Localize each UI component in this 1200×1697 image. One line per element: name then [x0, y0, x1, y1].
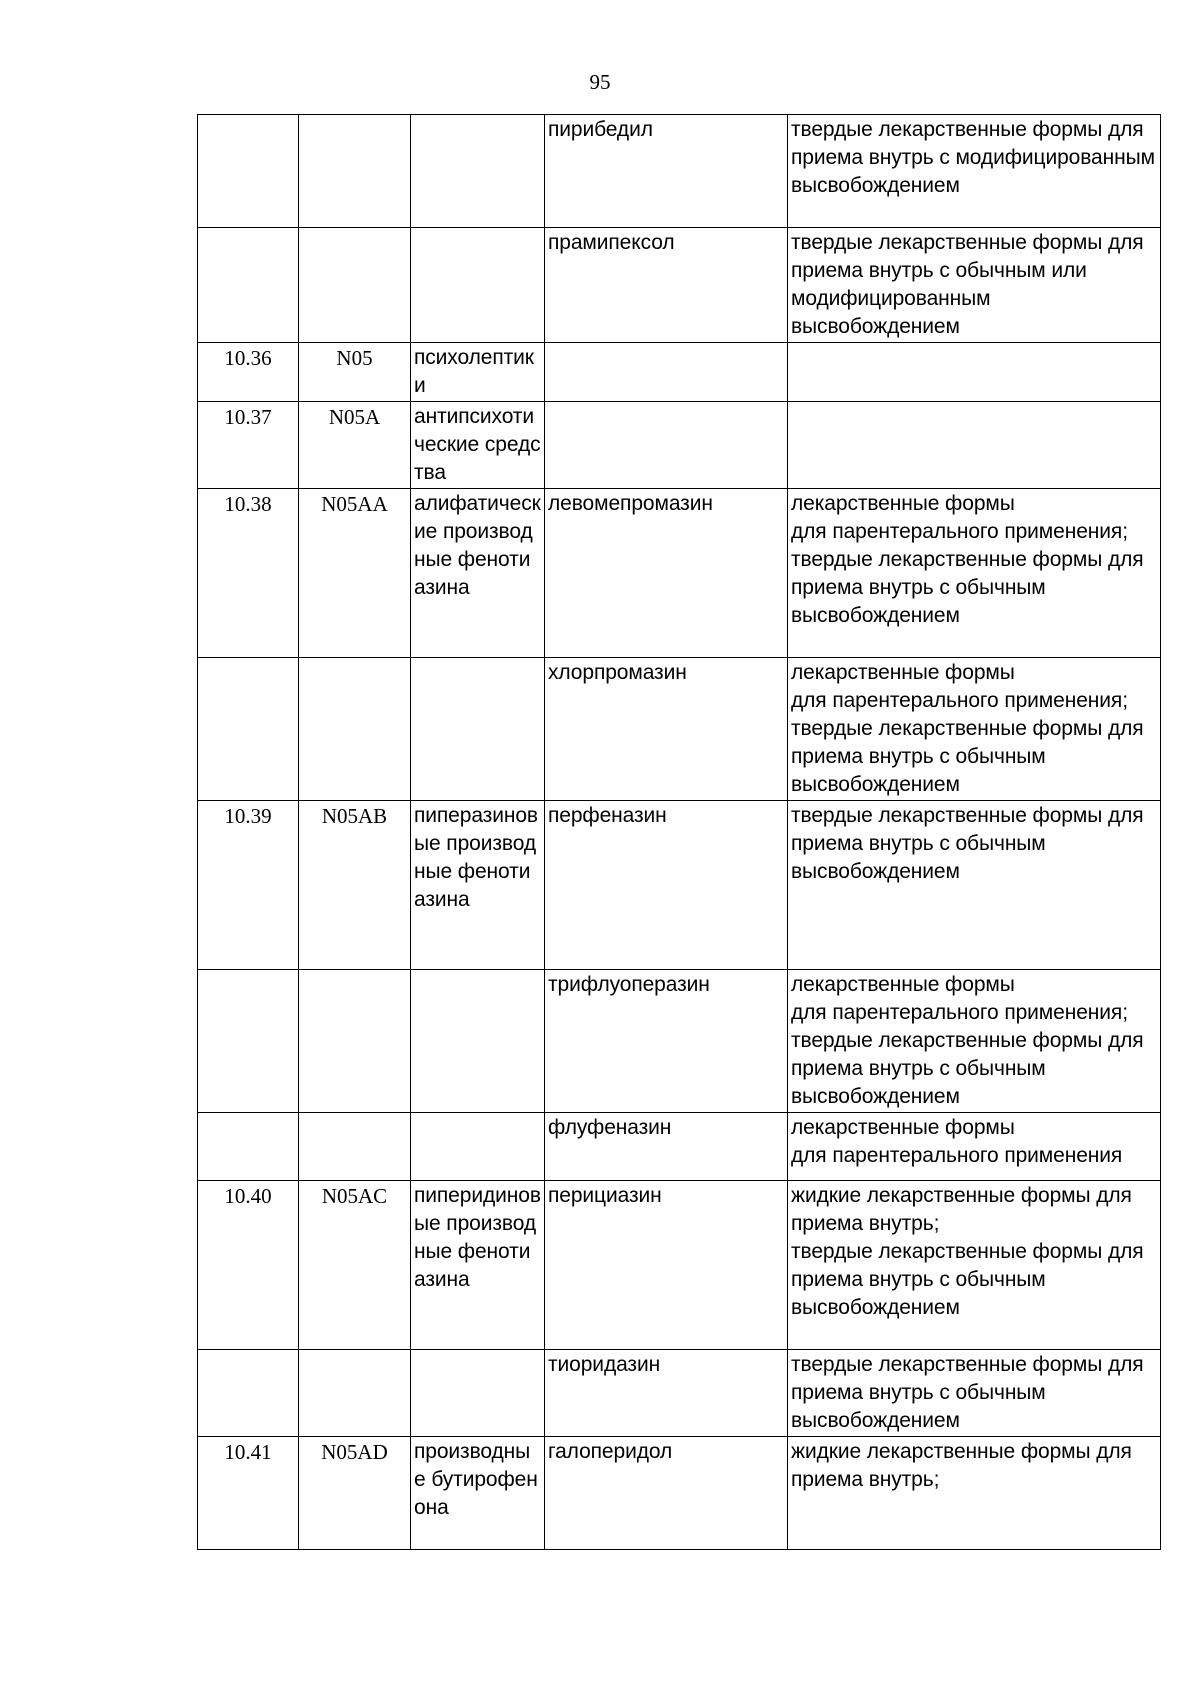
drug-name-cell: хлорпромазин: [545, 658, 788, 801]
drug-name-cell: [545, 402, 788, 489]
group-name-cell: алифатические производные фенотиазина: [411, 489, 545, 658]
group-name-cell: [411, 658, 545, 801]
group-name-cell: производные бутирофенона: [411, 1437, 545, 1550]
atc-code-cell: [299, 228, 411, 343]
drug-name-cell: перфеназин: [545, 801, 788, 970]
drug-name-cell: трифлуоперазин: [545, 970, 788, 1113]
row-number-cell: 10.41: [198, 1437, 299, 1550]
dosage-form-cell: твердые лекарственные формы для приема внутрь с модифицированным высвобождением: [788, 115, 1161, 228]
atc-code-cell: [299, 970, 411, 1113]
atc-code-cell: N05A: [299, 402, 411, 489]
atc-code-cell: N05AB: [299, 801, 411, 970]
dosage-form-cell: лекарственные формы для парентерального применения; твердые лекарственные формы для приема внутрь с обычным высвобождением: [788, 489, 1161, 658]
drug-name-cell: прамипексол: [545, 228, 788, 343]
row-number-cell: [198, 228, 299, 343]
dosage-form-cell: [788, 402, 1161, 489]
table-row: [198, 402, 1161, 489]
row-number-cell: 10.39: [198, 801, 299, 970]
dosage-form-cell: лекарственные формы для парентерального применения; твердые лекарственные формы для приема внутрь с обычным высвобождением: [788, 658, 1161, 801]
dosage-form-cell: жидкие лекарственные формы для приема внутрь; твердые лекарственные формы для приема внутрь с обычным высвобождением: [788, 1181, 1161, 1350]
group-name-cell: [411, 115, 545, 228]
atc-code-cell: N05AD: [299, 1437, 411, 1550]
group-name-cell: пиперазиновые производные фенотиазина: [411, 801, 545, 970]
drug-name-cell: [545, 343, 788, 402]
table-row: [198, 970, 1161, 1113]
drug-name-cell: левомепромазин: [545, 489, 788, 658]
row-number-cell: [198, 970, 299, 1113]
atc-code-cell: [299, 1350, 411, 1437]
group-name-cell: психолептики: [411, 343, 545, 402]
atc-code-cell: N05: [299, 343, 411, 402]
atc-code-cell: [299, 115, 411, 228]
atc-code-cell: [299, 1113, 411, 1181]
table-row: [198, 1437, 1161, 1550]
dosage-form-cell: [788, 343, 1161, 402]
row-number-cell: 10.40: [198, 1181, 299, 1350]
atc-code-cell: N05AC: [299, 1181, 411, 1350]
table-row: [198, 228, 1161, 343]
drug-table: [197, 114, 1161, 1550]
dosage-form-cell: твердые лекарственные формы для приема внутрь с обычным или модифицированным высвобождением: [788, 228, 1161, 343]
group-name-cell: [411, 228, 545, 343]
dosage-form-cell: лекарственные формы для парентерального применения; твердые лекарственные формы для приема внутрь с обычным высвобождением: [788, 970, 1161, 1113]
table-row: [198, 658, 1161, 801]
dosage-form-cell: твердые лекарственные формы для приема внутрь с обычным высвобождением: [788, 1350, 1161, 1437]
table-row: [198, 801, 1161, 970]
group-name-cell: [411, 970, 545, 1113]
row-number-cell: [198, 658, 299, 801]
group-name-cell: пиперидиновые производные фенотиазина: [411, 1181, 545, 1350]
group-name-cell: [411, 1350, 545, 1437]
row-number-cell: 10.37: [198, 402, 299, 489]
atc-code-cell: N05AA: [299, 489, 411, 658]
table-row: [198, 115, 1161, 228]
drug-name-cell: галоперидол: [545, 1437, 788, 1550]
table-row: [198, 489, 1161, 658]
dosage-form-cell: лекарственные формы для парентерального применения: [788, 1113, 1161, 1181]
group-name-cell: антипсихотические средства: [411, 402, 545, 489]
row-number-cell: [198, 115, 299, 228]
row-number-cell: [198, 1113, 299, 1181]
dosage-form-cell: жидкие лекарственные формы для приема внутрь;: [788, 1437, 1161, 1550]
group-name-cell: [411, 1113, 545, 1181]
dosage-form-cell: твердые лекарственные формы для приема внутрь с обычным высвобождением: [788, 801, 1161, 970]
drug-name-cell: тиоридазин: [545, 1350, 788, 1437]
table-row: [198, 1181, 1161, 1350]
drug-name-cell: флуфеназин: [545, 1113, 788, 1181]
drug-name-cell: перициазин: [545, 1181, 788, 1350]
row-number-cell: 10.38: [198, 489, 299, 658]
row-number-cell: 10.36: [198, 343, 299, 402]
drug-name-cell: пирибедил: [545, 115, 788, 228]
row-number-cell: [198, 1350, 299, 1437]
table-row: [198, 343, 1161, 402]
atc-code-cell: [299, 658, 411, 801]
table-row: [198, 1350, 1161, 1437]
page-number: 95: [589, 70, 611, 94]
table-row: [198, 1113, 1161, 1181]
